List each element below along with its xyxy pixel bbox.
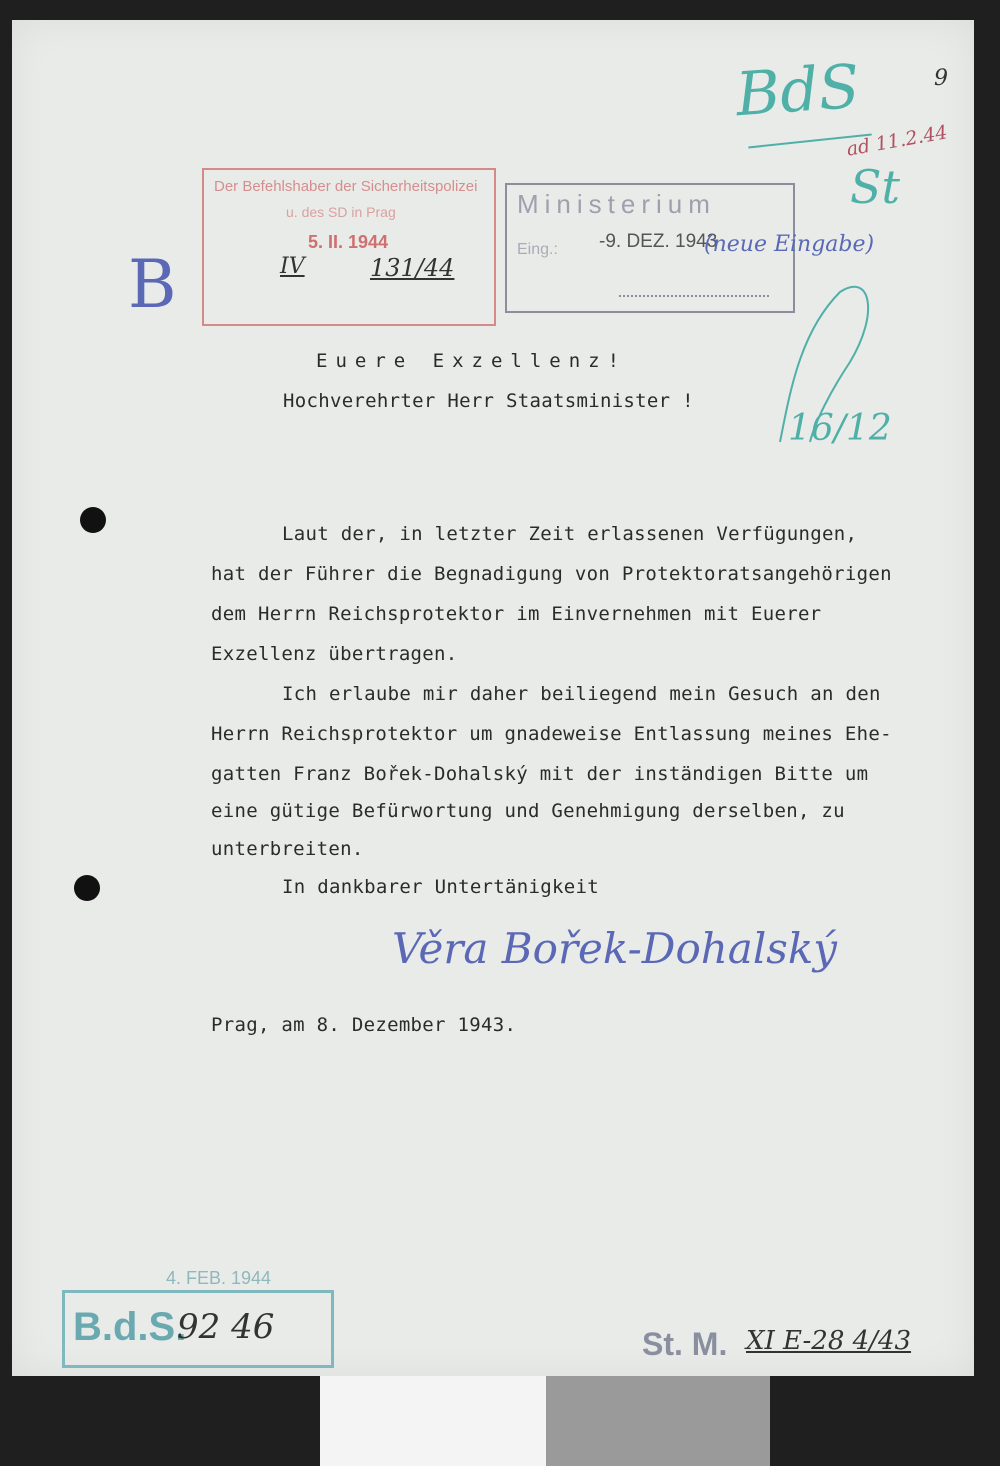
body-line: Exzellenz übertragen. <box>211 643 458 665</box>
stm-reference: XI E-28 4/43 <box>746 1326 912 1356</box>
ministry-stamp-label: Eing.: <box>517 241 558 258</box>
signature: Věra Bořek-Dohalský <box>392 924 837 973</box>
police-stamp-line1: Der Befehlshaber der Sicherheitspolizei <box>214 178 478 195</box>
ministry-stamp-title: Ministerium <box>517 189 716 219</box>
bds-annotation: BdS <box>733 51 862 131</box>
left-letter-annotation: B <box>128 246 177 323</box>
closing-line: In dankbarer Untertänigkeit <box>282 876 599 898</box>
ministry-stamp-dotted-line <box>619 295 769 297</box>
stm-stamp-label: St. M. <box>642 1326 728 1362</box>
page-number: 9 <box>934 66 948 91</box>
bds-stamp-number: 92 46 <box>177 1307 275 1347</box>
teal-mark: St <box>850 160 900 214</box>
initials-annotation: ad 11.2.44 <box>844 121 950 161</box>
calibration-swatch-grey <box>546 1376 770 1466</box>
bds-registry-stamp <box>62 1290 334 1368</box>
body-line: eine gütige Befürwortung und Genehmigung derselben, zu <box>211 800 845 822</box>
police-stamp-number: 131/44 <box>370 254 455 282</box>
police-stamp-dept: IV <box>280 254 305 279</box>
body-line: dem Herrn Reichsprotektor im Einvernehmen mit Euerer <box>211 603 822 625</box>
body-line: hat der Führer die Begnadigung von Protektoratsangehörigen <box>211 563 892 585</box>
greeting-line2: Hochverehrter Herr Staatsminister ! <box>283 390 694 412</box>
body-line: Herrn Reichsprotektor um gnadeweise Entlassung meines Ehe- <box>211 723 892 745</box>
ministry-stamp-date: -9. DEZ. 1943 <box>599 231 718 252</box>
place-date-line: Prag, am 8. Dezember 1943. <box>211 1014 517 1036</box>
body-line: Ich erlaube mir daher beiliegend mein Gesuch an den <box>282 683 881 705</box>
calibration-swatch-white <box>320 1376 546 1466</box>
body-line: gatten Franz Bořek-Dohalský mit der inständigen Bitte um <box>211 763 869 785</box>
teal-date-annotation: 16/12 <box>788 408 892 449</box>
greeting-line1: Euere Exzellenz! <box>316 350 628 372</box>
police-stamp-date: 5. II. 1944 <box>308 232 389 252</box>
body-line: Laut der, in letzter Zeit erlassenen Verfügungen, <box>282 523 858 545</box>
eingabe-annotation: (neue Eingabe) <box>704 232 875 257</box>
bds-date-stamp: 4. FEB. 1944 <box>166 1268 272 1288</box>
police-stamp-line2: u. des SD in Prag <box>286 204 396 220</box>
body-line: unterbreiten. <box>211 838 364 860</box>
police-receipt-stamp <box>202 168 496 326</box>
punch-hole-top <box>80 507 106 533</box>
punch-hole-bottom <box>74 875 100 901</box>
bds-stamp-label: B.d.S. <box>73 1305 187 1349</box>
